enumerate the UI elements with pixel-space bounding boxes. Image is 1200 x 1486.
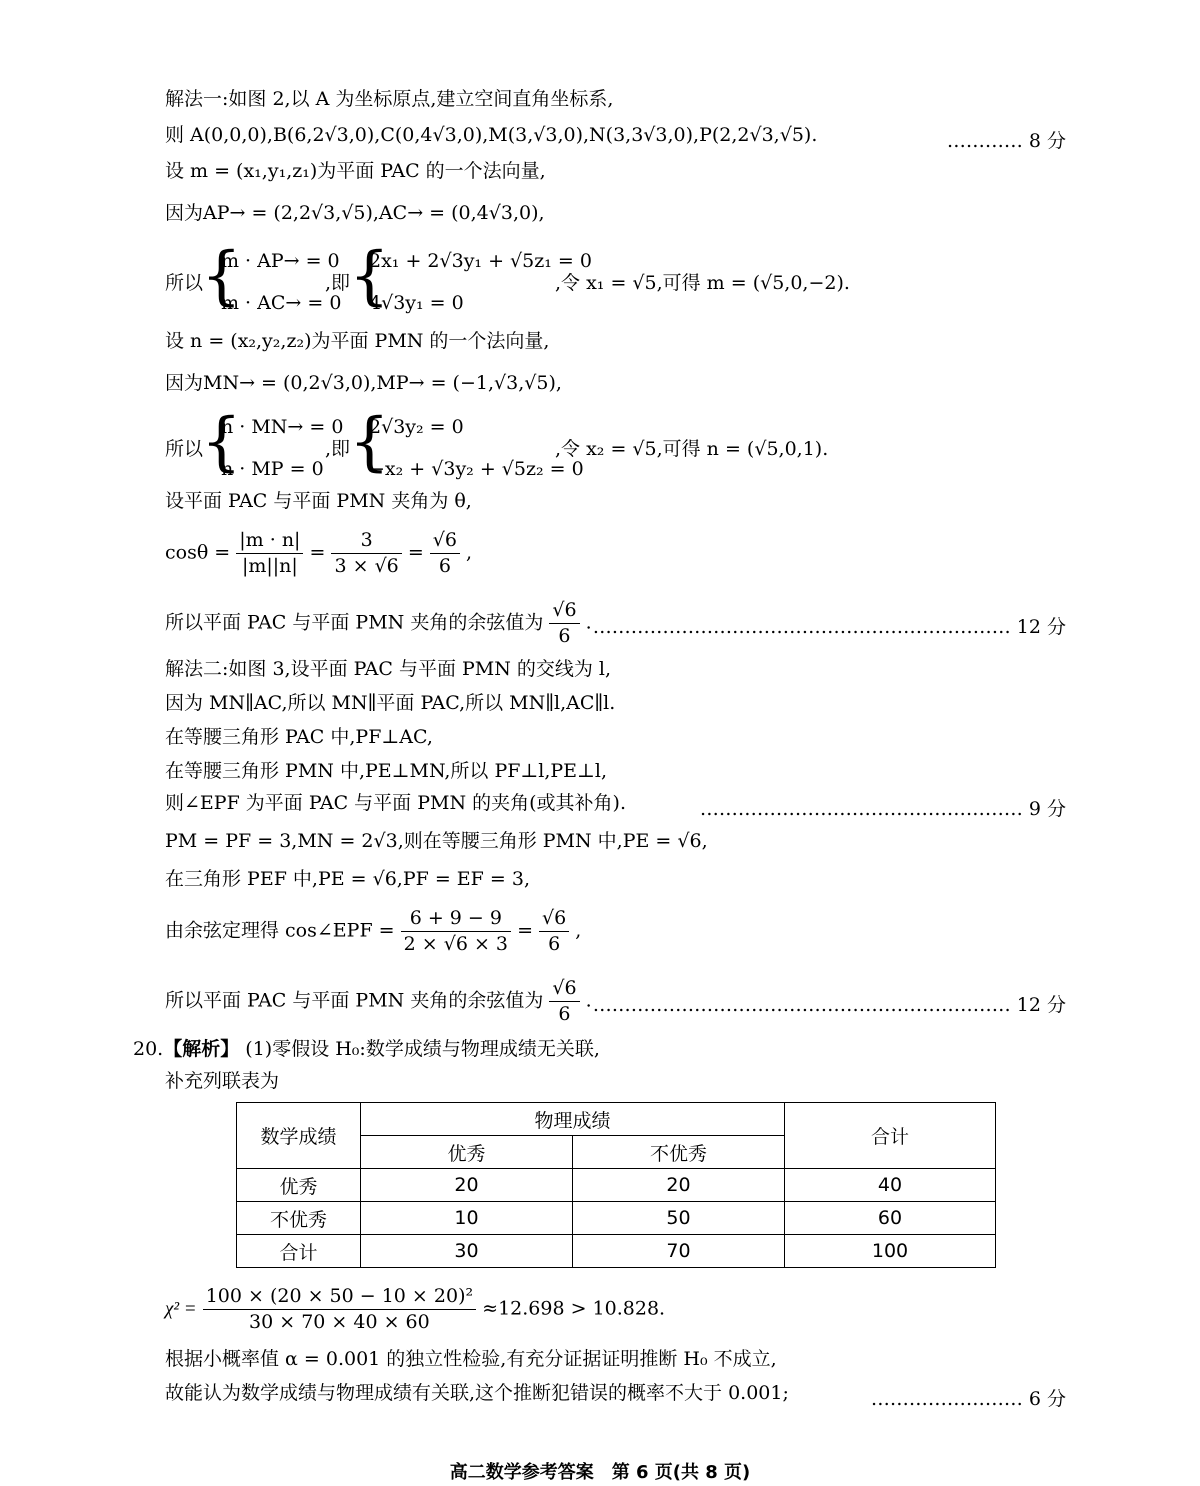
table-header-total: 合计 bbox=[785, 1103, 996, 1169]
score-12: ………………………………………………………… 12 分 bbox=[592, 616, 1066, 638]
sol1-normal-n: 设 n = (x₂,y₂,z₂)为平面 PMN 的一个法向量, bbox=[165, 330, 550, 352]
system-1-mid: ,即 bbox=[325, 272, 351, 294]
table-cell: 70 bbox=[573, 1235, 785, 1268]
score-8: ………… 8 分 bbox=[946, 130, 1066, 152]
sol2-line7: 在三角形 PEF 中,PE = √6,PF = EF = 3, bbox=[165, 868, 530, 890]
sol1-normal-m: 设 m = (x₁,y₁,z₁)为平面 PAC 的一个法向量, bbox=[165, 160, 546, 182]
sol2-line2: 因为 MN∥AC,所以 MN∥平面 PAC,所以 MN∥l,AC∥l. bbox=[165, 692, 616, 714]
cos-lhs: cosθ = bbox=[165, 541, 231, 564]
sol1-coordinates: 则 A(0,0,0),B(6,2√3,0),C(0,4√3,0),M(3,√3,0),N(3,3√3,0),P(2,2√3,√5). bbox=[165, 124, 818, 146]
sol2-line3: 在等腰三角形 PAC 中,PF⊥AC, bbox=[165, 726, 433, 748]
table-header-physics: 物理成绩 bbox=[361, 1103, 785, 1136]
table-cell: 30 bbox=[361, 1235, 573, 1268]
sol2-cos-formula: 由余弦定理得 cos∠EPF = $\frac{6 + 9 - 9}{2 \times √6 \times 3}$ = $\frac{√6}{6}$ , bbox=[165, 907, 582, 955]
analysis-tag: 【解析】 bbox=[163, 1038, 240, 1060]
brace-icon: { bbox=[201, 405, 242, 479]
fraction: $\frac{3}{3 \times √6}$ bbox=[331, 528, 401, 578]
table-cell: 合计 bbox=[237, 1235, 361, 1268]
sol1-conclusion: 所以平面 PAC 与平面 PMN 夹角的余弦值为 $\frac{√6}{6}$ . bbox=[165, 599, 592, 647]
system-2-prefix: 所以 bbox=[165, 438, 204, 460]
table-cell: 60 bbox=[785, 1202, 996, 1235]
table-col-excellent: 优秀 bbox=[361, 1136, 573, 1169]
question-number: 20. bbox=[133, 1038, 164, 1060]
system-2-eq-c: 2√3y₂ = 0 bbox=[369, 416, 464, 438]
contingency-table bbox=[236, 1102, 996, 1268]
system-1-eq-a: m · AP→ = 0 bbox=[221, 250, 340, 272]
score-9: …………………………………………… 9 分 bbox=[699, 798, 1066, 820]
table-header-math: 数学成绩 bbox=[237, 1103, 361, 1169]
sol1-line1: 解法一:如图 2,以 A 为坐标原点,建立空间直角坐标系, bbox=[165, 88, 614, 110]
sol1-vectors-mn-mp: 因为MN→ = (0,2√3,0),MP→ = (−1,√3,√5), bbox=[165, 372, 562, 394]
table-row bbox=[237, 1235, 996, 1268]
fraction: $\frac{\text{100 × (20 × 50 − 10 × 20)²}}{30 \times 70 \times 40 \times 60}$ bbox=[203, 1284, 476, 1334]
fraction: $\frac{√6}{6}$ bbox=[539, 906, 569, 956]
q20-line3: 根据小概率值 α = 0.001 的独立性检验,有充分证据证明推断 H₀ 不成立, bbox=[165, 1348, 777, 1370]
table-cell: 20 bbox=[573, 1169, 785, 1202]
brace-icon: { bbox=[201, 239, 242, 313]
chi-square-formula: χ² = $\frac{\text{100 × (20 × 50 − 10 × 20)²}}{30 \times 70 \times 40 \times 60}$ ≈12.698 > 10.828. bbox=[165, 1285, 666, 1333]
system-2-eq-d: −x₂ + √3y₂ + √5z₂ = 0 bbox=[369, 458, 584, 480]
table-col-not-excellent: 不优秀 bbox=[573, 1136, 785, 1169]
sol1-angle-def: 设平面 PAC 与平面 PMN 夹角为 θ, bbox=[165, 490, 472, 512]
system-1-tail: ,令 x₁ = √5,可得 m = (√5,0,−2). bbox=[555, 272, 850, 294]
score-6: …………………… 6 分 bbox=[870, 1388, 1066, 1410]
fraction: $\frac{√6}{6}$ bbox=[549, 976, 579, 1026]
table-cell: 100 bbox=[785, 1235, 996, 1268]
q20-line1: (1)零假设 H₀:数学成绩与物理成绩无关联, bbox=[245, 1038, 600, 1060]
system-2-eq-b: n · MP = 0 bbox=[221, 458, 324, 480]
table-cell: 不优秀 bbox=[237, 1202, 361, 1235]
fraction: $\frac{√6}{6}$ bbox=[549, 598, 579, 648]
table-cell: 优秀 bbox=[237, 1169, 361, 1202]
q20-line4: 故能认为数学成绩与物理成绩有关联,这个推断犯错误的概率不大于 0.001; bbox=[165, 1382, 789, 1404]
sol2-line1: 解法二:如图 3,设平面 PAC 与平面 PMN 的交线为 l, bbox=[165, 658, 612, 680]
system-1-eq-d: 4√3y₁ = 0 bbox=[369, 292, 464, 314]
sol1-vectors-ap-ac: 因为AP→ = (2,2√3,√5),AC→ = (0,4√3,0), bbox=[165, 202, 545, 224]
q20-line2: 补充列联表为 bbox=[165, 1070, 280, 1092]
system-2-mid: ,即 bbox=[325, 438, 351, 460]
brace-icon: { bbox=[349, 239, 390, 313]
system-1-prefix: 所以 bbox=[165, 272, 204, 294]
sol2-line4: 在等腰三角形 PMN 中,PE⊥MN,所以 PF⊥l,PE⊥l, bbox=[165, 760, 608, 782]
table-cell: 20 bbox=[361, 1169, 573, 1202]
table-cell: 10 bbox=[361, 1202, 573, 1235]
brace-icon: { bbox=[349, 405, 390, 479]
sol2-conclusion: 所以平面 PAC 与平面 PMN 夹角的余弦值为 $\frac{√6}{6}$ . bbox=[165, 977, 592, 1025]
sol1-cos-formula: cosθ = $\frac{|m \cdot n|}{|m||n|}$ = $\frac{3}{3 \times √6}$ = $\frac{√6}{6}$ , bbox=[165, 529, 473, 577]
score-12b: ………………………………………………………… 12 分 bbox=[592, 994, 1066, 1016]
system-1-eq-c: 2x₁ + 2√3y₁ + √5z₁ = 0 bbox=[369, 250, 592, 272]
system-2-eq-a: n · MN→ = 0 bbox=[221, 416, 344, 438]
system-2-tail: ,令 x₂ = √5,可得 n = (√5,0,1). bbox=[555, 438, 829, 460]
sol2-line5: 则∠EPF 为平面 PAC 与平面 PMN 的夹角(或其补角). bbox=[165, 792, 626, 814]
table-cell: 40 bbox=[785, 1169, 996, 1202]
table-cell: 50 bbox=[573, 1202, 785, 1235]
system-1-eq-b: m · AC→ = 0 bbox=[221, 292, 342, 314]
page-footer: 高二数学参考答案 第 6 页(共 8 页) bbox=[449, 1462, 751, 1483]
table-row bbox=[237, 1202, 996, 1235]
fraction: $\frac{6 + 9 - 9}{2 \times √6 \times 3}$ bbox=[401, 906, 511, 956]
table-row bbox=[237, 1169, 996, 1202]
q20-header bbox=[133, 1040, 600, 1059]
sol2-line6: PM = PF = 3,MN = 2√3,则在等腰三角形 PMN 中,PE = √6, bbox=[165, 830, 708, 852]
fraction: $\frac{√6}{6}$ bbox=[430, 528, 460, 578]
fraction: $\frac{|m \cdot n|}{|m||n|}$ bbox=[236, 528, 303, 578]
